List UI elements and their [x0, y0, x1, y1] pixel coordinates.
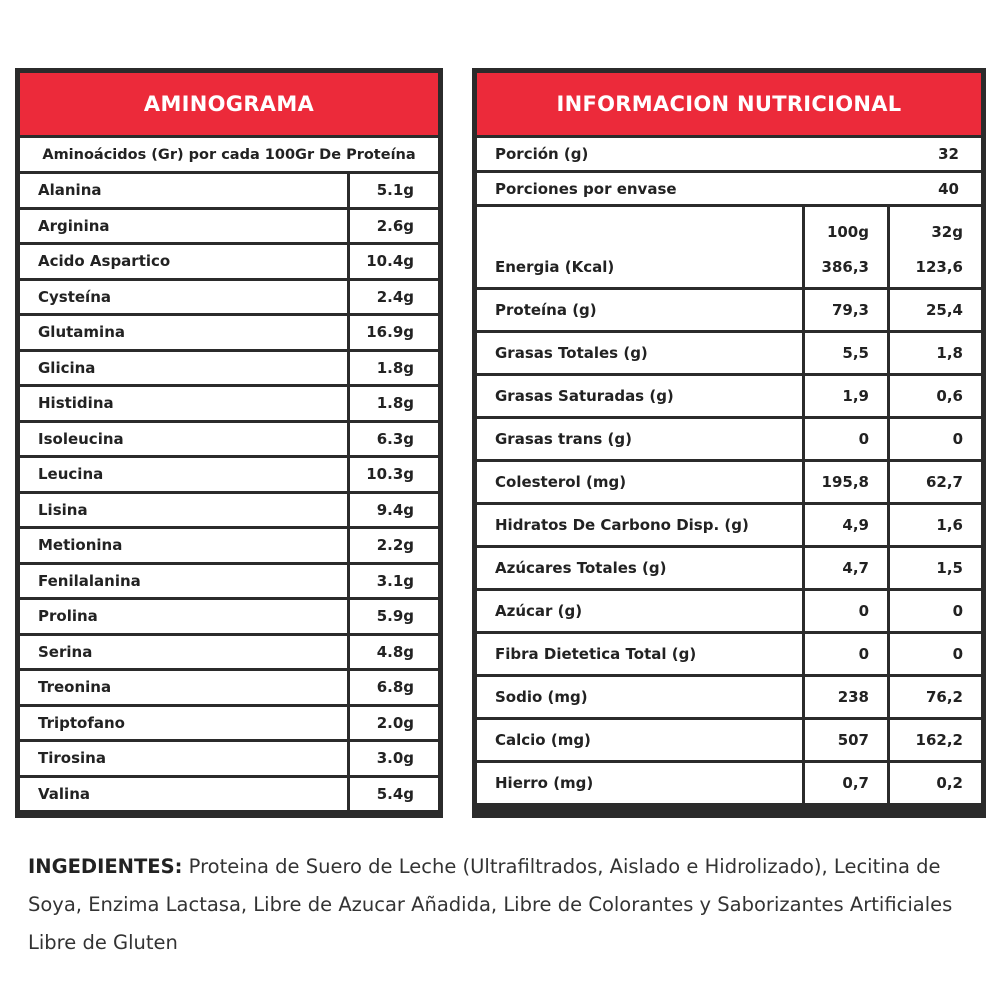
nutrient-value-100g: 195,8: [805, 462, 887, 502]
ingredients-label: INGEDIENTES:: [28, 855, 183, 878]
amino-name: Acido Aspartico: [20, 245, 347, 278]
nutrient-name: Calcio (mg): [477, 720, 802, 760]
amino-value: 5.9g: [350, 600, 438, 633]
amino-value: 1.8g: [350, 352, 438, 385]
nutrient-name: Energia (Kcal): [477, 247, 802, 287]
nutrient-value-32g: 0,6: [890, 376, 981, 416]
amino-name: Triptofano: [20, 707, 347, 740]
nutrient-value-100g: 4,7: [805, 548, 887, 588]
nutrient-value-100g: 0: [805, 419, 887, 459]
nutrient-name: Hidratos De Carbono Disp. (g): [477, 505, 802, 545]
column-header-blank: [477, 207, 802, 247]
amino-name: Cysteína: [20, 281, 347, 314]
nutrient-value-100g: 1,9: [805, 376, 887, 416]
aminograma-title: AMINOGRAMA: [20, 73, 438, 135]
nutrient-value-100g: 386,3: [805, 247, 887, 287]
amino-value: 10.4g: [350, 245, 438, 278]
amino-value: 16.9g: [350, 316, 438, 349]
nutrient-value-32g: 0: [890, 591, 981, 631]
amino-value: 10.3g: [350, 458, 438, 491]
column-header-100g: 100g: [805, 207, 887, 247]
amino-value: 6.3g: [350, 423, 438, 456]
amino-name: Metionina: [20, 529, 347, 562]
portions-per-pack-value: 40: [938, 179, 959, 198]
nutrient-value-32g: 0,2: [890, 763, 981, 803]
amino-name: Fenilalanina: [20, 565, 347, 598]
nutrient-value-32g: 1,8: [890, 333, 981, 373]
portions-per-pack-label: Porciones por envase: [495, 179, 677, 198]
nutrient-value-32g: 123,6: [890, 247, 981, 287]
nutrient-value-32g: 0: [890, 419, 981, 459]
amino-value: 5.1g: [350, 174, 438, 207]
nutrient-name: Sodio (mg): [477, 677, 802, 717]
nutrition-title: INFORMACION NUTRICIONAL: [477, 73, 981, 135]
amino-value: 9.4g: [350, 494, 438, 527]
aminograma-subtitle: Aminoácidos (Gr) por cada 100Gr De Proteína: [20, 138, 438, 171]
nutrient-value-100g: 507: [805, 720, 887, 760]
nutrient-value-100g: 79,3: [805, 290, 887, 330]
nutrient-name: Proteína (g): [477, 290, 802, 330]
amino-value: 4.8g: [350, 636, 438, 669]
amino-name: Prolina: [20, 600, 347, 633]
column-header-32g: 32g: [890, 207, 981, 247]
nutrient-value-100g: 0: [805, 591, 887, 631]
portion-label: Porción (g): [495, 145, 589, 163]
amino-name: Glutamina: [20, 316, 347, 349]
nutrient-value-100g: 5,5: [805, 333, 887, 373]
portion-value: 32: [938, 145, 959, 163]
amino-value: 2.4g: [350, 281, 438, 314]
aminograma-table: [15, 68, 443, 818]
amino-value: 2.0g: [350, 707, 438, 740]
nutrient-value-100g: 0,7: [805, 763, 887, 803]
amino-name: Leucina: [20, 458, 347, 491]
amino-name: Treonina: [20, 671, 347, 704]
nutrient-value-100g: 238: [805, 677, 887, 717]
nutrient-value-32g: 25,4: [890, 290, 981, 330]
nutrition-table: [472, 68, 986, 818]
ingredients-text: [28, 848, 970, 962]
nutrient-name: Grasas Saturadas (g): [477, 376, 802, 416]
amino-value: 2.6g: [350, 210, 438, 243]
amino-value: 3.1g: [350, 565, 438, 598]
amino-name: Tirosina: [20, 742, 347, 775]
nutrient-name: Grasas Totales (g): [477, 333, 802, 373]
amino-value: 1.8g: [350, 387, 438, 420]
nutrient-value-32g: 0: [890, 634, 981, 674]
nutrient-name: Grasas trans (g): [477, 419, 802, 459]
amino-name: Histidina: [20, 387, 347, 420]
nutrient-value-32g: 162,2: [890, 720, 981, 760]
nutrient-value-100g: 4,9: [805, 505, 887, 545]
nutrient-name: Hierro (mg): [477, 763, 802, 803]
amino-value: 2.2g: [350, 529, 438, 562]
amino-name: Isoleucina: [20, 423, 347, 456]
amino-name: Glicina: [20, 352, 347, 385]
amino-name: Lisina: [20, 494, 347, 527]
nutrient-value-32g: 62,7: [890, 462, 981, 502]
nutrient-value-32g: 76,2: [890, 677, 981, 717]
nutrient-value-100g: 0: [805, 634, 887, 674]
amino-value: 3.0g: [350, 742, 438, 775]
amino-value: 6.8g: [350, 671, 438, 704]
nutrient-name: Colesterol (mg): [477, 462, 802, 502]
amino-name: Arginina: [20, 210, 347, 243]
amino-name: Alanina: [20, 174, 347, 207]
amino-name: Serina: [20, 636, 347, 669]
nutrient-value-32g: 1,6: [890, 505, 981, 545]
ingredients-body: Proteina de Suero de Leche (Ultrafiltrados, Aislado e Hidrolizado), Lecitina de Soya, Enzima Lactasa, Libre de Azucar Añadida, Libre de Colorantes y Saborizantes Artificiales Libre de Gluten: [28, 855, 953, 954]
nutrient-name: Azúcar (g): [477, 591, 802, 631]
nutrient-name: Fibra Dietetica Total (g): [477, 634, 802, 674]
amino-value: 5.4g: [350, 778, 438, 811]
nutrient-value-32g: 1,5: [890, 548, 981, 588]
amino-name: Valina: [20, 778, 347, 811]
nutrient-name: Azúcares Totales (g): [477, 548, 802, 588]
